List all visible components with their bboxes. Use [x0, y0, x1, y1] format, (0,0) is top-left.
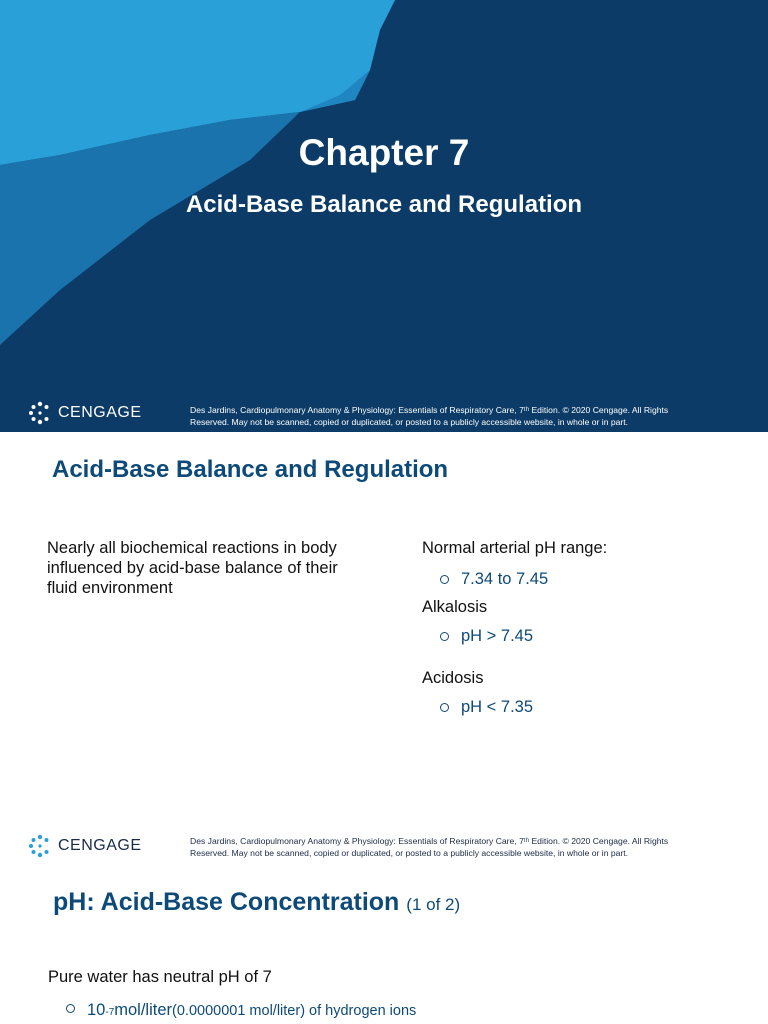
bullet-circle-icon [440, 632, 449, 641]
intro-text: Nearly all biochemical reactions in body influenced by acid-base balance of their fluid environment [47, 539, 338, 597]
normal-ph-item [440, 570, 548, 589]
alkalosis-label: Alkalosis [422, 598, 488, 616]
cengage-wordmark: CENGAGE [58, 837, 142, 854]
bullet-circle-icon [440, 575, 449, 584]
pure-water-text: Pure water has neutral pH of 7 [48, 968, 272, 986]
title-slide [0, 0, 768, 432]
slide-heading: Acid-Base Balance and Regulation [52, 456, 449, 483]
bullet-exponent: -7 [105, 1007, 115, 1018]
copyright-notice [190, 835, 730, 859]
acidosis-label: Acidosis [422, 669, 484, 687]
cengage-mark-icon [28, 834, 52, 858]
alkalosis-value: pH > 7.45 [461, 627, 534, 645]
bullet-detail: (0.0000001 mol/liter) of hydrogen ions [172, 1003, 417, 1019]
bullet-unit: mol/liter [114, 1001, 173, 1019]
heading-suffix: (1 of 2) [406, 895, 461, 914]
cengage-mark-icon [28, 401, 52, 425]
balance-slide [0, 432, 768, 858]
alkalosis-item [440, 627, 533, 646]
copyright-line-1: Des Jardins, Cardiopulmonary Anatomy & Physiology: Essentials of Respiratory Care, 7ᵗʰ Edition. © 2020 Cengage. All Rights [190, 405, 669, 415]
bullet-circle-icon [440, 703, 449, 712]
bullet-base: 10 [87, 1001, 106, 1019]
normal-ph-value: 7.34 to 7.45 [461, 570, 549, 588]
hydrogen-ion-item [66, 1001, 416, 1020]
acidosis-value: pH < 7.35 [461, 698, 534, 716]
acidosis-item [440, 698, 533, 717]
slide-heading [53, 888, 460, 917]
cengage-logo [28, 834, 142, 858]
chapter-subtitle: Acid-Base Balance and Regulation [185, 191, 583, 218]
bullet-circle-icon [66, 1004, 75, 1013]
heading-text: pH: Acid-Base Concentration [53, 888, 400, 916]
copyright-notice [190, 404, 730, 428]
copyright-line-1: Des Jardins, Cardiopulmonary Anatomy & Physiology: Essentials of Respiratory Care, 7ᵗʰ Edition. © 2020 Cengage. All Rights [190, 836, 669, 846]
normal-ph-label: Normal arterial pH range: [422, 539, 608, 557]
cengage-wordmark: CENGAGE [58, 404, 142, 421]
copyright-line-2: Reserved. May not be scanned, copied or duplicated, or posted to a publicly accessible website, in whole or in part. [190, 848, 629, 858]
cengage-logo [28, 401, 142, 425]
chapter-title: Chapter 7 [298, 132, 470, 173]
ph-concentration-slide [0, 860, 768, 1024]
copyright-line-2: Reserved. May not be scanned, copied or duplicated, or posted to a publicly accessible website, in whole or in part. [190, 417, 629, 427]
